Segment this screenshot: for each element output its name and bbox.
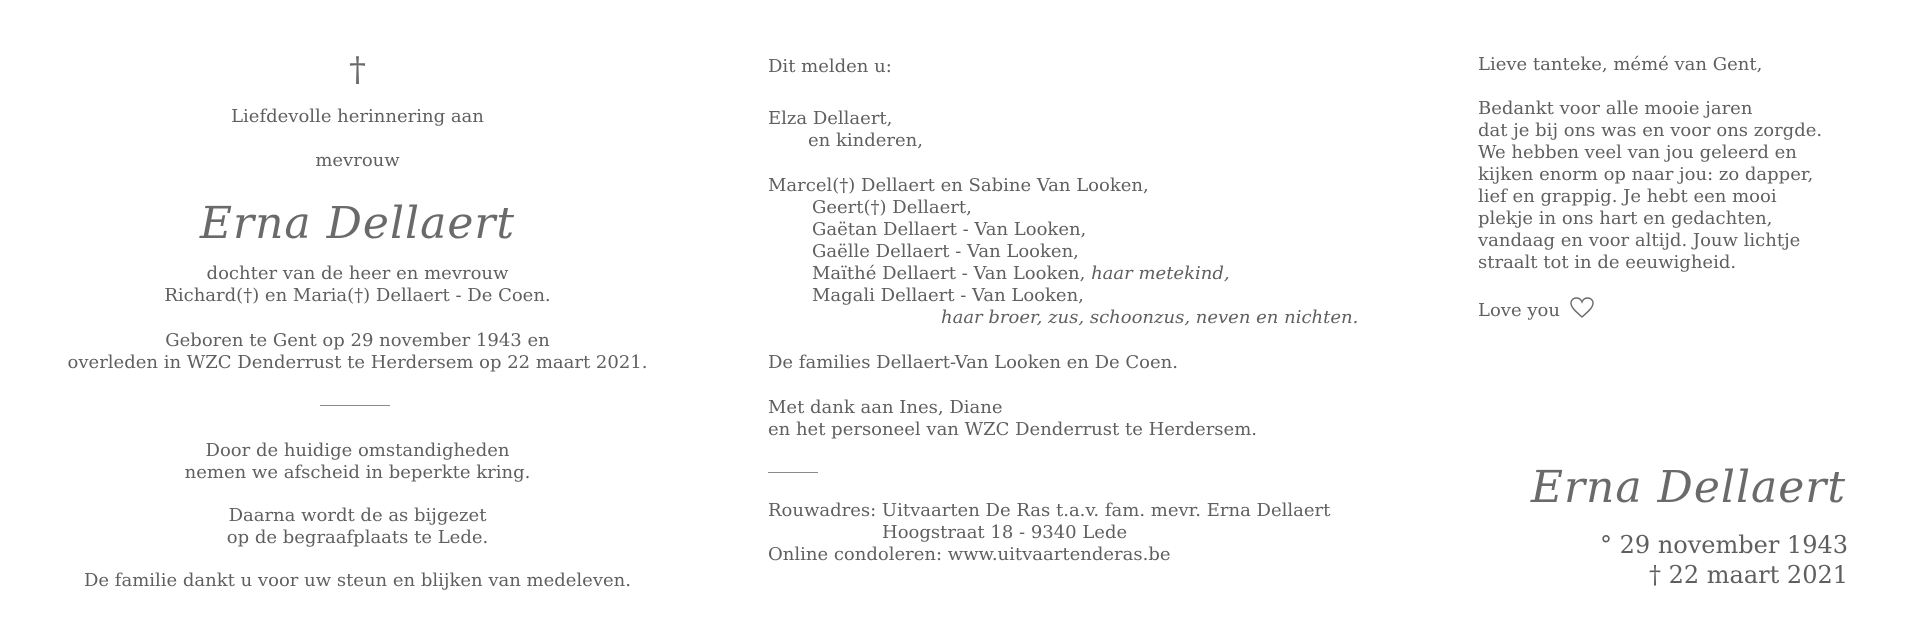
thanks-line-2: en het personeel van WZC Denderrust te Herdersem. — [768, 419, 1257, 440]
families-text: De families Dellaert-Van Looken en De Coen. — [768, 352, 1178, 373]
poem-line-5: lief en grappig. Je hebt een mooi — [1478, 186, 1777, 207]
parents-line-1: dochter van de heer en mevrouw — [206, 263, 509, 284]
poem-line-1: Bedankt voor alle mooie jaren — [1478, 98, 1753, 119]
ash-line-2: op de begraafplaats te Lede. — [226, 527, 489, 548]
poem-line-3: We hebben veel van jou geleerd en — [1478, 142, 1797, 163]
death-text: overleden in WZC Denderrust te Herdersem op 22 maart 2021. — [67, 352, 648, 373]
parents-line-2: Richard(†) en Maria(†) Dellaert - De Coen. — [164, 285, 551, 306]
relations-text: haar broer, zus, schoonzus, neven en nichten. — [941, 307, 1359, 328]
love-you-line — [1478, 297, 1594, 325]
relative-marcel: Marcel(†) Dellaert en Sabine Van Looken, — [768, 175, 1149, 196]
death-date: † 22 maart 2021 — [1649, 561, 1848, 589]
title-text: mevrouw — [315, 150, 400, 171]
birth-date: ° 29 november 1943 — [1600, 531, 1848, 559]
greeting-text: Lieve tanteke, mémé van Gent, — [1478, 54, 1763, 75]
address-line-2: Hoogstraat 18 - 9340 Lede — [882, 522, 1128, 543]
deceased-name: Erna Dellaert — [199, 198, 516, 249]
address-line-1: Rouwadres: Uitvaarten De Ras t.a.v. fam. mevr. Erna Dellaert — [768, 500, 1331, 521]
relative-gaetan: Gaëtan Dellaert - Van Looken, — [812, 219, 1087, 240]
relative-maithe-name: Maïthé Dellaert - Van Looken, — [812, 263, 1086, 284]
poem-line-6: plekje in ons hart en gedachten, — [1478, 208, 1773, 229]
ash-line-1: Daarna wordt de as bijgezet — [228, 505, 487, 526]
birth-text: Geboren te Gent op 29 november 1943 en — [165, 330, 550, 351]
circumstances-line-2: nemen we afscheid in beperkte kring. — [184, 462, 531, 483]
poem-line-4: kijken enorm op naar jou: zo dapper, — [1478, 164, 1814, 185]
relative-maithe-note: haar metekind, — [1091, 263, 1230, 284]
signature-name: Erna Dellaert — [1530, 462, 1846, 513]
poem-line-2: dat je bij ons was en voor ons zorgde. — [1478, 120, 1823, 141]
cross-icon: † — [349, 50, 366, 90]
relative-gaelle: Gaëlle Dellaert - Van Looken, — [812, 241, 1079, 262]
divider — [768, 472, 818, 473]
poem-line-7: vandaag en voor altijd. Jouw lichtje — [1478, 230, 1801, 251]
circumstances-line-1: Door de huidige omstandigheden — [205, 440, 510, 461]
family-thanks: De familie dankt u voor uw steun en blijken van medeleven. — [84, 570, 631, 591]
thanks-line-1: Met dank aan Ines, Diane — [768, 397, 1003, 418]
relative-geert: Geert(†) Dellaert, — [812, 197, 972, 218]
intro-text: Liefdevolle herinnering aan — [231, 106, 484, 127]
relative-elza-kids: en kinderen, — [808, 130, 923, 151]
love-you-text: Love you — [1478, 300, 1560, 321]
relative-maithe — [812, 263, 1230, 285]
announce-text: Dit melden u: — [768, 56, 892, 77]
heart-icon — [1570, 297, 1594, 325]
relative-elza: Elza Dellaert, — [768, 108, 893, 129]
divider — [320, 405, 390, 406]
poem-line-8: straalt tot in de eeuwigheid. — [1478, 252, 1737, 273]
online-condolence: Online condoleren: www.uitvaartenderas.be — [768, 544, 1171, 565]
relative-magali: Magali Dellaert - Van Looken, — [812, 285, 1084, 306]
